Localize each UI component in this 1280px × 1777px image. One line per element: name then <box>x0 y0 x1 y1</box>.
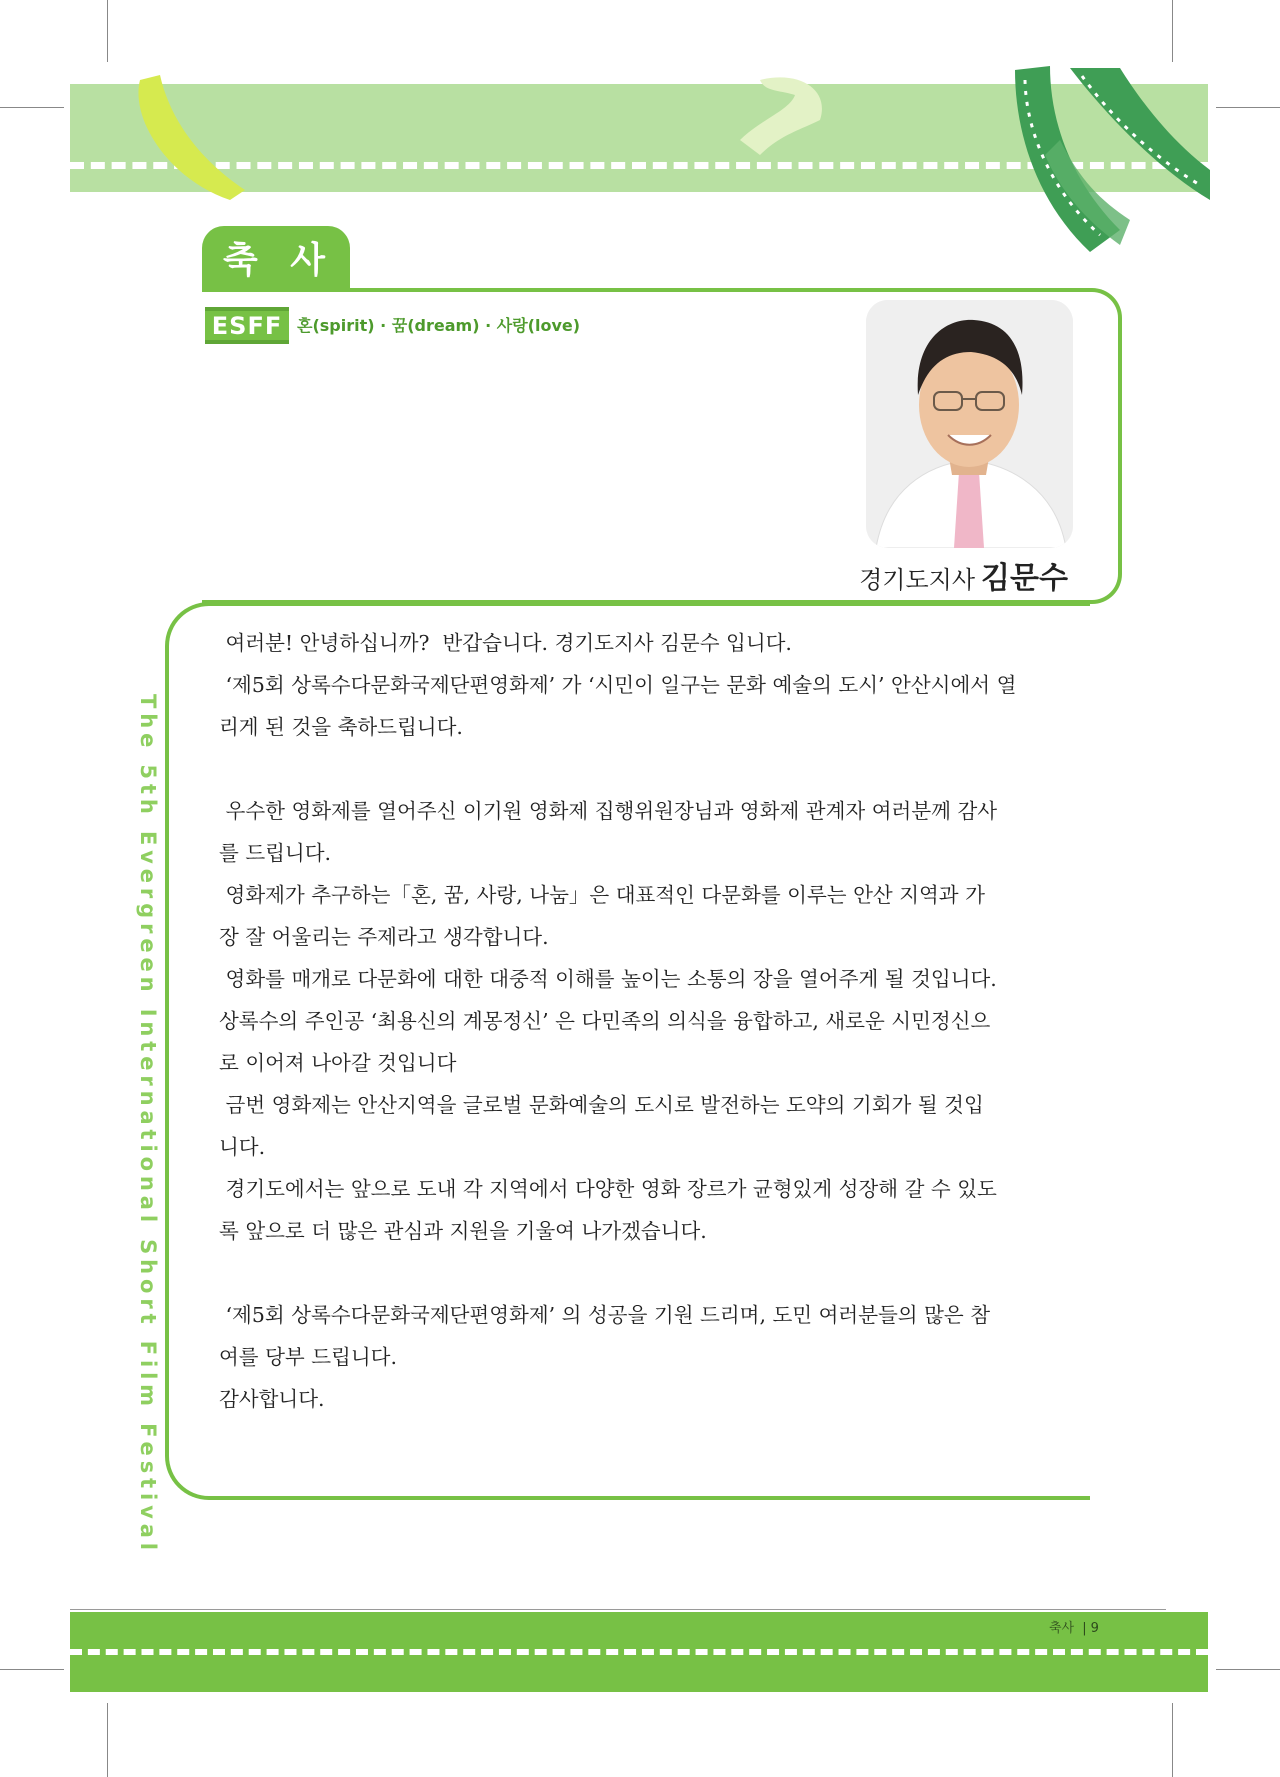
speaker-name: 김문수 <box>981 561 1068 596</box>
crop-mark <box>1216 1669 1280 1670</box>
message-line: 록 앞으로 더 많은 관심과 지원을 기울여 나가겠습니다. <box>219 1219 707 1243</box>
crop-mark <box>0 1669 64 1670</box>
message-line: 장 잘 어울리는 주제라고 생각합니다. <box>219 925 549 949</box>
message-blank-line <box>219 1252 1019 1294</box>
festival-slogan: 혼(spirit) · 꿈(dream) · 사랑(love) <box>297 316 581 335</box>
crop-mark <box>1172 1703 1173 1777</box>
footer-banner <box>70 1612 1208 1692</box>
message-line: 금번 영화제는 안산지역을 글로벌 문화예술의 도시로 발전하는 도약의 기회가 될 것입 <box>219 1093 984 1117</box>
portrait-illustration <box>866 300 1073 548</box>
page-title: 축 사 <box>202 226 350 288</box>
crop-mark <box>107 1703 108 1777</box>
footer-rule <box>70 1609 1166 1610</box>
message-line: 영화제가 추구하는「혼, 꿈, 사랑, 나눔」은 대표적인 다문화를 이루는 안산 지역과 가 <box>219 883 985 907</box>
footer-page: 9 <box>1090 1621 1099 1636</box>
footer-dashed-line <box>70 1649 1208 1655</box>
message-line: 여러분! 안녕하십니까? 반갑습니다. 경기도지사 김문수 입니다. <box>219 631 792 655</box>
page-number <box>1049 1617 1099 1636</box>
message-body <box>219 622 1019 1420</box>
crop-mark <box>107 0 108 62</box>
message-line: ‘제5회 상록수다문화국제단편영화제’ 의 성공을 기원 드리며, 도민 여러분들의 많은 참 <box>219 1303 991 1327</box>
message-line: 여를 당부 드립니다. <box>219 1345 397 1369</box>
message-line: 로 이어져 나아갈 것입니다 <box>219 1051 457 1075</box>
crop-mark <box>1172 0 1173 62</box>
message-line: 리게 된 것을 축하드립니다. <box>219 715 463 739</box>
message-line: 우수한 영화제를 열어주신 이기원 영화제 집행위원장님과 영화제 관계자 여러분께 감사 <box>219 799 998 823</box>
message-line: 를 드립니다. <box>219 841 332 865</box>
esff-logo: ESFF <box>205 307 289 344</box>
speaker-portrait <box>866 300 1073 548</box>
crop-mark <box>0 107 64 108</box>
speaker-caption <box>859 553 1068 597</box>
footer-section: 축사 <box>1049 1621 1075 1636</box>
message-line: 영화를 매개로 다문화에 대한 대중적 이해를 높이는 소통의 장을 열어주게 될 것입니다. <box>219 967 997 991</box>
page-separator: | <box>1082 1621 1087 1636</box>
message-line: 상록수의 주인공 ‘최용신의 계몽정신’ 은 다민족의 의식을 융합하고, 새로운 시민정신으 <box>219 1009 991 1033</box>
festival-name-vertical: The 5th Evergreen International Short Film Festival <box>136 694 160 1555</box>
message-blank-line <box>219 748 1019 790</box>
message-line: 니다. <box>219 1135 266 1159</box>
message-line: 감사합니다. <box>219 1387 325 1411</box>
message-line: ‘제5회 상록수다문화국제단편영화제’ 가 ‘시민이 일구는 문화 예술의 도시’ 안산시에서 열 <box>219 673 1017 697</box>
speaker-role: 경기도지사 <box>859 566 976 594</box>
crop-mark <box>1216 107 1280 108</box>
message-line: 경기도에서는 앞으로 도내 각 지역에서 다양한 영화 장르가 균형있게 성장해 갈 수 있도 <box>219 1177 997 1201</box>
